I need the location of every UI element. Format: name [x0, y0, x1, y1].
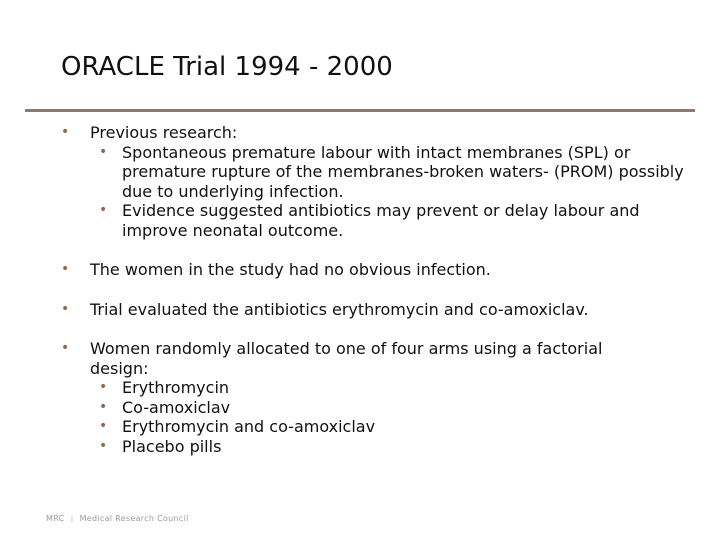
sub-item-text: Placebo pills [122, 436, 222, 456]
bullet-factorial-design [61, 339, 610, 456]
sub-item [90, 417, 610, 437]
bullet-glyph: • [61, 261, 70, 277]
bullet-glyph: • [61, 340, 70, 356]
bullet-previous-research [61, 123, 690, 240]
footer-logo [46, 514, 189, 523]
sub-item [90, 143, 690, 202]
sub-bullet-glyph: • [99, 143, 108, 160]
sub-list [90, 143, 690, 241]
sub-item-text: Erythromycin [122, 378, 230, 397]
sub-bullet-glyph: • [99, 398, 108, 415]
sub-bullet-glyph: • [99, 202, 108, 218]
sub-bullet-glyph: • [99, 418, 108, 434]
bullet-text: Women randomly allocated to one of four arms using a factorial design: [90, 339, 603, 378]
bullet-text: Previous research: [90, 123, 238, 142]
sub-item-text: Erythromycin and co-amoxiclav [122, 417, 376, 436]
sub-item [90, 437, 610, 457]
bullet-no-infection [61, 260, 690, 280]
sub-item-text: Evidence suggested antibiotics may prevent or delay labour and improve neonatal outcome. [122, 201, 640, 240]
sub-item [90, 201, 690, 240]
sub-item [90, 378, 610, 398]
bullet-text: The women in the study had no obvious infection. [90, 260, 491, 279]
sub-bullet-glyph: • [99, 437, 108, 454]
slide-title: ORACLE Trial 1994 - 2000 [61, 52, 393, 82]
sub-item-text: Co-amoxiclav [122, 397, 231, 417]
sub-list [90, 378, 610, 456]
bullet-text: Trial evaluated the antibiotics erythromycin and co-amoxiclav. [90, 300, 589, 319]
bullet-glyph: • [61, 301, 70, 317]
footer-org-abbrev: MRC [46, 514, 65, 523]
sub-bullet-glyph: • [99, 379, 108, 395]
footer-org-name: Medical Research Council [79, 514, 189, 523]
sub-item-text: Spontaneous premature labour with intact membranes (SPL) or premature rupture of the membranes-broken waters- (PROM) possibly due to underlying infection. [122, 142, 684, 201]
bullet-glyph: • [61, 124, 70, 140]
footer-separator: | [70, 514, 74, 523]
sub-item [90, 398, 610, 418]
bullet-antibiotics [61, 300, 710, 320]
